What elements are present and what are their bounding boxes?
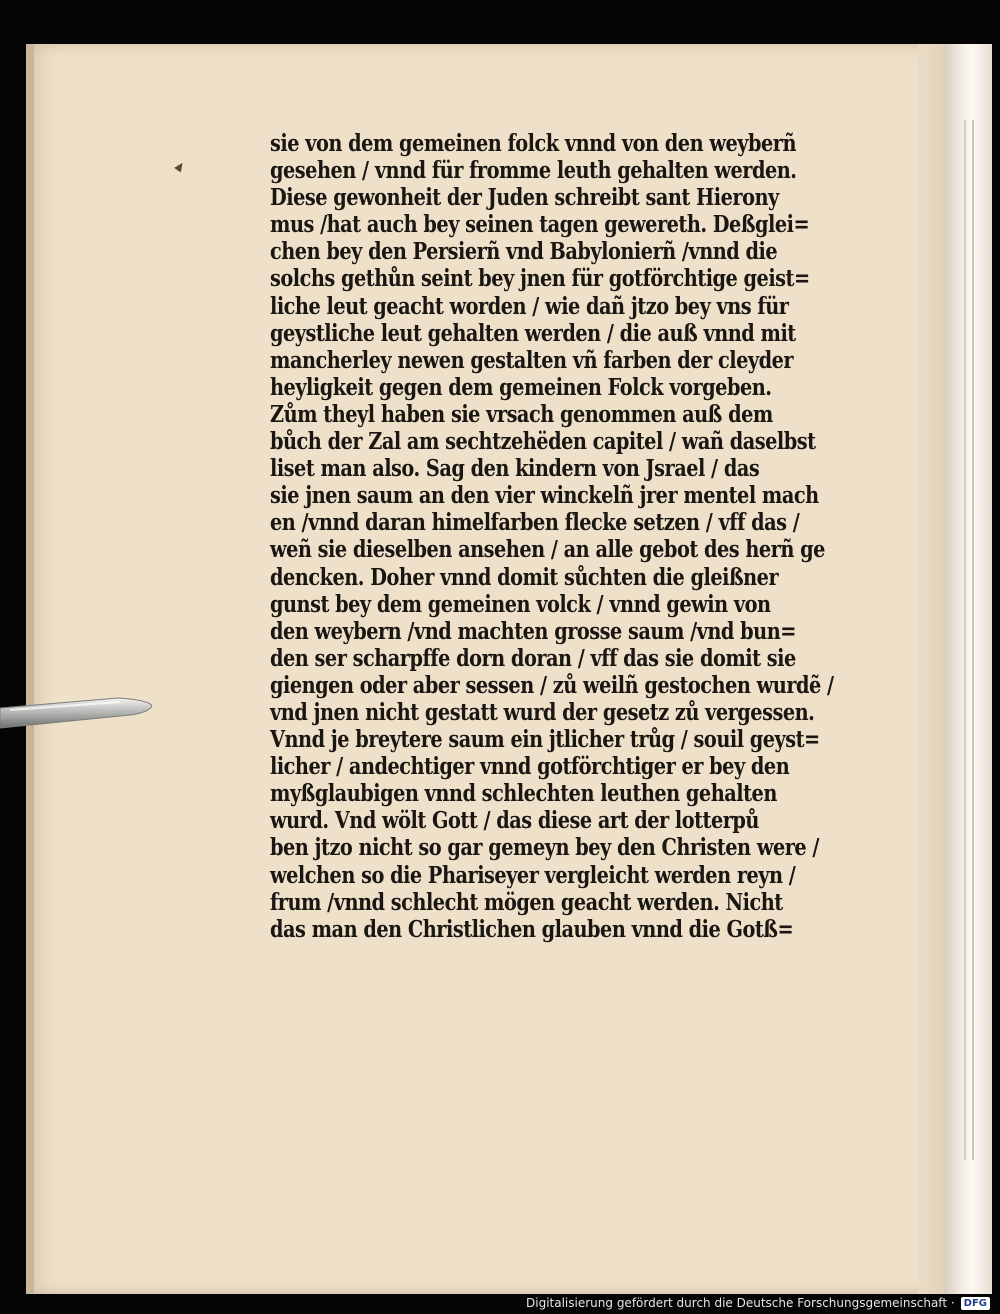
binding-thread [964,120,974,1160]
text-line: liche leut geacht worden / wie dañ jtzo bey vns für [270,292,789,320]
text-line: den ser scharpffe dorn doran / vff das sie domit sie [270,644,796,672]
credit-text: Digitalisierung gefördert durch die Deutsche Forschungsgemeinschaft · [526,1296,955,1310]
text-line: mancherley newen gestalten vñ farben der cleyder [270,346,794,374]
text-line: gesehen / vnnd für fromme leuth gehalten werden. [270,157,797,185]
text-line: giengen oder aber sessen / zů weilñ gestochen wurdẽ / [270,671,834,699]
text-line: chen bey den Persierñ vnd Babylonierñ /vnnd die [270,238,778,266]
text-line: myßglaubigen vnnd schlechten leuthen gehalten [270,780,777,808]
text-line: sie von dem gemeinen folck vnnd von den weyberñ [270,130,796,157]
dfg-logo: DFG [961,1297,990,1310]
text-line: licher / andechtiger vnnd gotförchtiger er bey den [270,753,790,781]
text-line: weñ sie dieselben ansehen / an alle gebot des herñ ge [270,536,825,564]
pen-tip-icon [0,694,152,730]
text-line: heyligkeit gegen dem gemeinen Folck vorgeben. [270,373,772,401]
text-line: dencken. Doher vnnd domit sůchten die gleißner [270,563,779,591]
footer-credit [526,1294,990,1312]
text-line: Vnnd je breytere saum ein jtlicher trůg / souil geyst= [270,726,820,754]
text-line: welchen so die Phariseyer vergleicht werden reyn / [270,861,796,889]
page-gutter-strip [918,44,944,1294]
text-line: gunst bey dem gemeinen volck / vnnd gewin von [270,590,771,618]
text-line: vnd jnen nicht gestatt wurd der gesetz zů vergessen. [270,698,815,726]
text-line: en /vnnd daran himelfarben flecke setzen / vff das / [270,509,800,537]
text-line: wurd. Vnd wölt Gott / das diese art der lotterpů [270,807,759,835]
text-block [270,130,834,943]
text-line: bůch der Zal am sechtzehëden capitel / wañ daselbst [270,428,816,456]
text-line: ben jtzo nicht so gar gemeyn bey den Christen were / [270,834,819,862]
text-line: das man den Christlichen glauben vnnd die Gotß= [270,915,794,943]
page-edge [26,44,34,1294]
text-line: Zům theyl haben sie vrsach genommen auß dem [270,400,773,428]
text-line: mus /hat auch bey seinen tagen gewereth. Deßglei= [270,211,810,239]
text-line: geystliche leut gehalten werden / die auß vnnd mit [270,319,796,347]
text-line: den weybern /vnd machten grosse saum /vnd bun= [270,617,796,645]
text-line: Diese gewonheit der Juden schreibt sant Hierony [270,184,779,212]
text-line: liset man also. Sag den kindern von Jsrael / das [270,455,760,483]
text-line: solchs gethůn seint bey jnen für gotförchtige geist= [270,265,810,293]
text-line: frum /vnnd schlecht mögen geacht werden. Nicht [270,888,783,916]
text-line: sie jnen saum an den vier winckelñ jrer mentel mach [270,482,819,510]
